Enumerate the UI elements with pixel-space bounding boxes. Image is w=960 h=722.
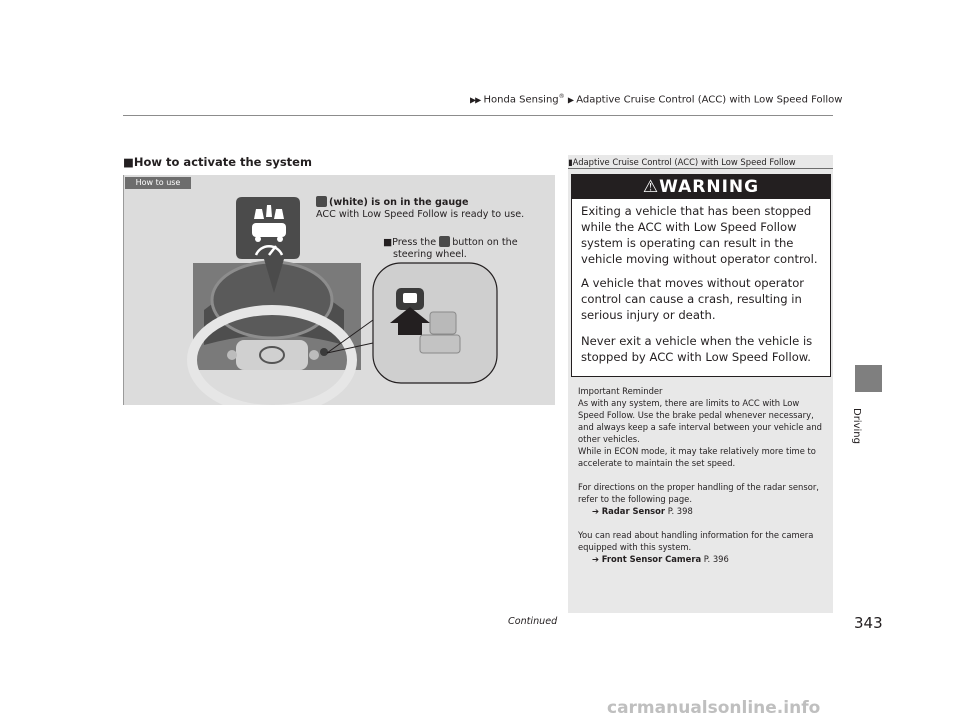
camera-reference-link[interactable]: ➔ Front Sensor Camera P. 396 [592,554,729,564]
continued-label: Continued [508,616,558,627]
radar-reference-link[interactable]: ➔ Radar Sensor P. 398 [592,506,693,516]
warning-paragraph-3: Never exit a vehicle when the vehicle is stopped by ACC with Low Speed Follow. [581,334,813,364]
reference-arrow-icon: ➔ [592,506,600,516]
ready-caption: ACC with Low Speed Follow is ready to use. [316,209,525,220]
registered-mark: ® [558,93,565,100]
warning-paragraph-1: Exiting a vehicle that has been stopped while the ACC with Low Speed Follow system is operating can result in the vehicle moving without operator control. [581,204,818,266]
note-marker-icon: ▮ [568,157,573,167]
header-divider [123,115,833,116]
breadcrumb-item-honda-sensing: Honda Sensing [483,94,559,106]
notes-heading-rule [568,168,833,169]
important-reminder-title: Important Reminder [578,386,663,396]
breadcrumb [470,93,842,105]
chapter-tab-label: Driving [851,408,862,444]
warning-paragraph-2: A vehicle that moves without operator control can cause a crash, resulting in serious injury or death. [581,276,805,322]
important-reminder [578,385,828,565]
acc-indicator-icon [316,196,327,207]
page-number: 343 [854,614,883,632]
camera-note: You can read about handling information for the camera equipped with this system. [578,530,814,552]
how-to-use-tag: How to use [125,177,191,189]
acc-button-icon [439,236,450,247]
important-reminder-body: As with any system, there are limits to ACC with Low Speed Follow. Use the brake pedal whenever necessary, and always keep a safe interval between your vehicle and other vehicles. [578,398,822,444]
warning-triangle-icon: ⚠ [642,177,660,197]
press-button-caption: ■Press the button on the steering wheel. [383,237,518,260]
breadcrumb-item-acc: Adaptive Cruise Control (ACC) with Low Speed Follow [576,94,843,106]
radar-note: For directions on the proper handling of the radar sensor, refer to the following page. [578,482,819,504]
reference-arrow-icon: ➔ [592,554,600,564]
gauge-caption: (white) is on in the gauge [316,196,469,208]
breadcrumb-arrow-icon: ▶ [567,95,573,105]
warning-title-bar: ⚠WARNING [572,175,830,199]
watermark: carmanualsonline.info [607,698,821,718]
breadcrumb-arrow-icon: ▶▶ [470,95,481,105]
chapter-tab-marker [855,365,882,392]
section-heading: ■How to activate the system [123,155,312,169]
notes-heading: ▮Adaptive Cruise Control (ACC) with Low Speed Follow [568,157,796,167]
section-bullet-icon: ■ [123,155,134,169]
econ-mode-note: While in ECON mode, it may take relatively more time to accelerate to maintain the set speed. [578,446,816,468]
bullet-icon: ■ [383,237,393,248]
